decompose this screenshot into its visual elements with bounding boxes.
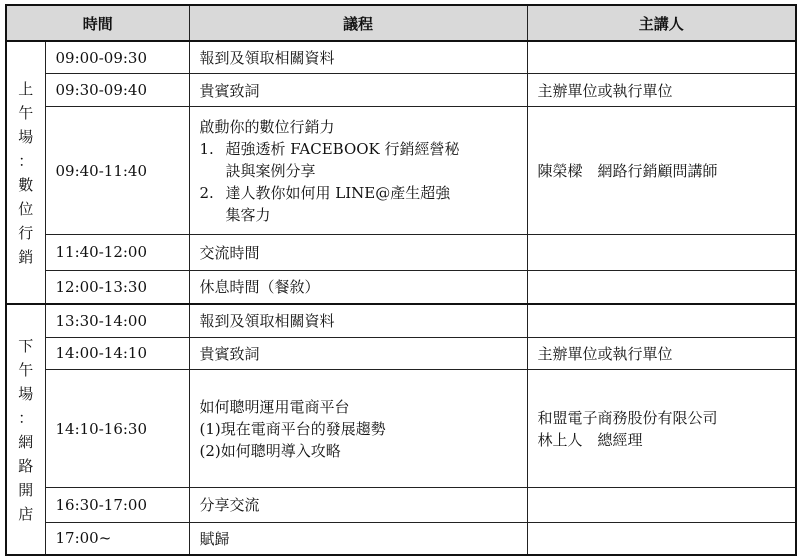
header-row — [6, 5, 796, 41]
agenda-cell: 如何聰明運用電商平台 (1)現在電商平台的發展趨勢 (2)如何聰明導入攻略 — [189, 370, 527, 487]
table-row — [6, 41, 796, 74]
agenda-cell: 分享交流 — [189, 487, 527, 522]
agenda-list-item: 1. 超強透析 FACEBOOK 行銷經營秘 訣與案例分享 — [199, 139, 460, 180]
agenda-title: 啟動你的數位行銷力 — [199, 117, 335, 136]
time-cell: 16:30-17:00 — [45, 487, 189, 522]
speaker-cell: 和盟電子商務股份有限公司 林上人 總經理 — [527, 370, 796, 487]
time-cell: 11:40-12:00 — [45, 234, 189, 270]
speaker-cell: 陳榮樑 網路行銷顧問講師 — [527, 107, 796, 234]
time-cell: 12:00-13:30 — [45, 270, 189, 304]
header-time: 時間 — [6, 5, 189, 41]
table-row — [6, 74, 796, 107]
time-cell: 13:30-14:00 — [45, 304, 189, 337]
speaker-cell — [527, 522, 796, 555]
agenda-cell: 貴賓致詞 — [189, 74, 527, 107]
speaker-cell — [527, 304, 796, 337]
time-cell: 09:00-09:30 — [45, 41, 189, 74]
time-cell: 09:40-11:40 — [45, 107, 189, 234]
header-speaker: 主講人 — [527, 5, 796, 41]
table-row — [6, 337, 796, 370]
speaker-cell: 主辦單位或執行單位 — [527, 74, 796, 107]
table-row — [6, 234, 796, 270]
table-row — [6, 370, 796, 487]
speaker-cell — [527, 234, 796, 270]
agenda-cell: 報到及領取相關資料 — [189, 41, 527, 74]
agenda-cell: 貴賓致詞 — [189, 337, 527, 370]
agenda-cell: 交流時間 — [189, 234, 527, 270]
speaker-cell — [527, 270, 796, 304]
speaker-cell — [527, 41, 796, 74]
agenda-cell: 報到及領取相關資料 — [189, 304, 527, 337]
header-agenda: 議程 — [189, 5, 527, 41]
time-cell: 17:00~ — [45, 522, 189, 555]
agenda-cell: 賦歸 — [189, 522, 527, 555]
agenda-cell — [189, 107, 527, 234]
agenda-list-item: 2. 達人教你如何用 LINE@產生超強 集客力 — [199, 183, 451, 224]
table-row — [6, 107, 796, 234]
speaker-cell — [527, 487, 796, 522]
table-row — [6, 304, 796, 337]
time-cell: 09:30-09:40 — [45, 74, 189, 107]
agenda-cell: 休息時間（餐敘） — [189, 270, 527, 304]
time-cell: 14:10-16:30 — [45, 370, 189, 487]
agenda-table — [5, 4, 797, 556]
table-row — [6, 487, 796, 522]
session-label-afternoon: 下 午 場 ： 網 路 開 店 — [6, 304, 45, 555]
table-row — [6, 270, 796, 304]
table-row — [6, 522, 796, 555]
session-label-morning: 上 午 場 ： 數 位 行 銷 — [6, 41, 45, 304]
speaker-cell: 主辦單位或執行單位 — [527, 337, 796, 370]
time-cell: 14:00-14:10 — [45, 337, 189, 370]
